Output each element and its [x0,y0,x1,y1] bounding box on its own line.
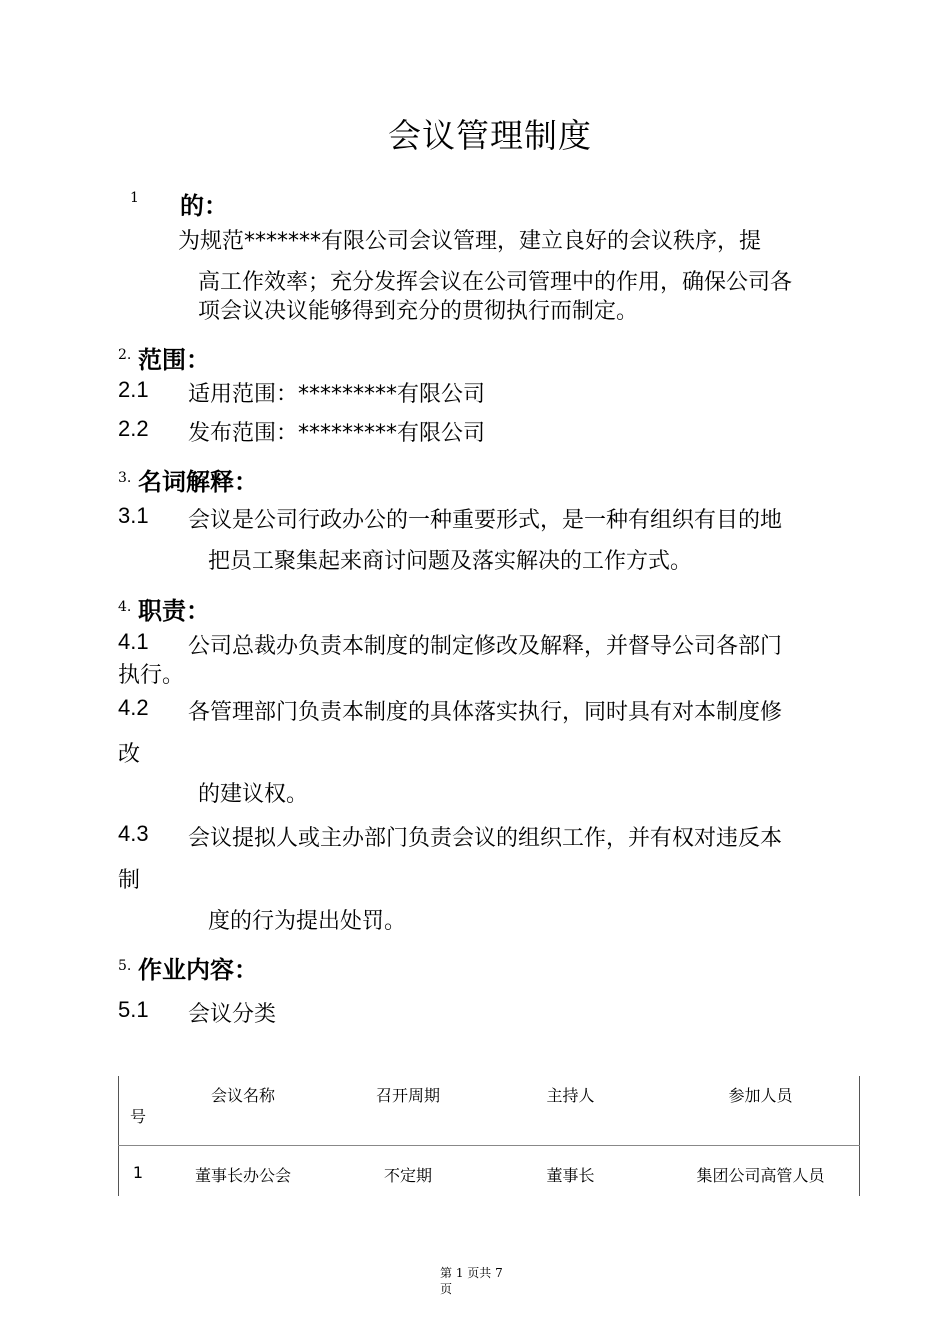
table-left-border [118,1076,119,1196]
item-2-2-number: 2.2 [118,416,149,441]
table-header-host: 主持人 [546,1086,595,1105]
table-header-participants: 参加人员 [728,1086,793,1105]
item-4-1-continuation: 执行。 [118,663,185,688]
item-3-1-text: 会议是公司行政办公的一种重要形式，是一种有组织有目的地 [188,508,783,533]
section-1-heading: 的： [180,192,228,220]
item-3-1-number: 3.1 [118,503,149,528]
item-4-3-continuation: 制 [118,868,141,893]
item-2-1-text: 适用范围：*********有限公司 [188,382,486,407]
item-2-2-text: 发布范围：*********有限公司 [188,421,486,446]
item-4-2-continuation: 改 [118,742,141,767]
section-1-line-3: 项会议决议能够得到充分的贯彻执行而制定。 [198,299,639,324]
section-5-heading: 作业内容： [138,956,258,984]
section-1-line-2: 高工作效率；充分发挥会议在公司管理中的作用，确保公司各 [198,270,793,295]
section-3-number: 3. [118,470,132,486]
page-footer-line-1: 第 1 页共 7 [440,1266,503,1280]
table-header-cycle: 召开周期 [375,1086,440,1105]
table-cell-cycle: 不定期 [383,1166,432,1185]
section-4-heading: 职责： [138,597,210,625]
item-4-2-text: 各管理部门负责本制度的具体落实执行，同时具有对本制度修 [188,700,783,725]
item-5-1-number: 5.1 [118,997,149,1022]
item-4-2-continuation-2: 的建议权。 [198,782,309,807]
table-cell-number: 1 [132,1163,144,1182]
item-4-2-number: 4.2 [118,695,149,720]
document-title: 会议管理制度 [388,116,592,155]
item-2-1-number: 2.1 [118,377,149,402]
table-header-number: 号 [129,1107,146,1126]
item-4-3-continuation-2: 度的行为提出处罚。 [208,909,407,934]
table-cell-meeting-name: 董事长办公会 [194,1166,291,1185]
item-3-1-continuation: 把员工聚集起来商讨问题及落实解决的工作方式。 [208,549,693,574]
item-4-1-number: 4.1 [118,629,149,654]
item-5-1-text: 会议分类 [188,1002,277,1027]
page-footer-line-2: 页 [440,1282,453,1296]
section-1-line-1: 为规范*******有限公司会议管理，建立良好的会议秩序，提 [178,229,762,254]
table-cell-participants: 集团公司高管人员 [696,1166,825,1185]
section-5-number: 5. [118,958,132,974]
item-4-1-text: 公司总裁办负责本制度的制定修改及解释，并督导公司各部门 [188,634,783,659]
section-1-number: 1 [130,190,139,206]
table-header-divider [118,1145,860,1146]
section-2-heading: 范围： [138,346,210,374]
section-4-number: 4. [118,599,132,615]
meeting-category-table [118,1076,860,1196]
table-right-border [859,1076,860,1196]
item-4-3-text: 会议提拟人或主办部门负责会议的组织工作，并有权对违反本 [188,826,783,851]
section-3-heading: 名词解释： [138,468,258,496]
table-header-meeting-name: 会议名称 [210,1086,275,1105]
section-2-number: 2. [118,347,132,363]
table-cell-host: 董事长 [546,1166,595,1185]
item-4-3-number: 4.3 [118,821,149,846]
